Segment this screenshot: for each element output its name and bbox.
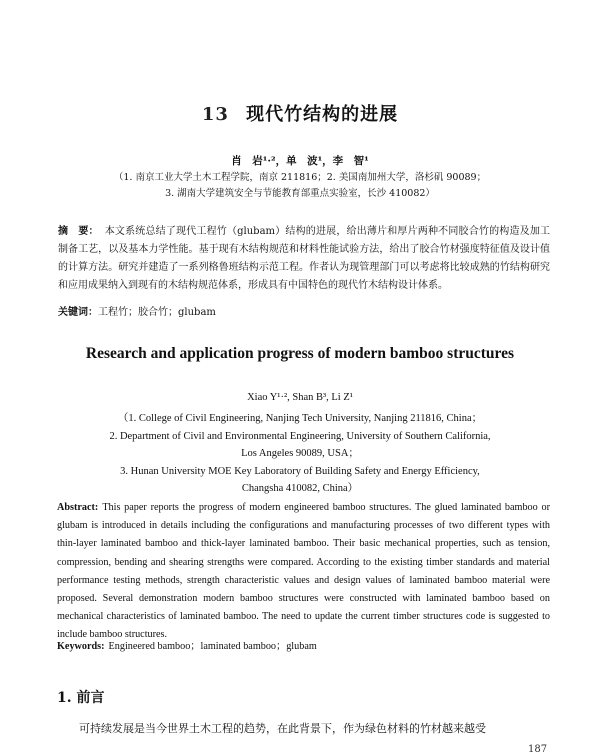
english-affiliations	[70, 410, 530, 498]
chinese-affiliation-line: 3. 湖南大学建筑安全与节能教育部重点实验室，长沙 410082）	[165, 188, 435, 199]
english-affiliation-line: 3. Hunan University MOE Key Laboratory of Building Safety and Energy Efficiency,	[120, 465, 480, 477]
english-authors: Xiao Y¹·², Shan B³, Li Z¹	[247, 392, 353, 403]
english-abstract	[57, 499, 550, 645]
english-abstract-text: This paper reports the progress of modern engineered bamboo structures. The glued laminated bamboo or glubam is introduced in details including the configurations and manufacturing processes of two different types with thin-layer laminated bamboo and thick-layer laminated bamboo. Their basic mechanical properties, such as tension, compression, bending and shearing strengths were compared. According to the existing timber standards and material performance testing methods, strength characteristic values and design values of laminated bamboo material were proposed. Several demonstration modern bamboo structures were constructed with laminated bamboo based on mechanical characteristics of laminated bamboo. The need to update the current timber structures code is suggested to include bamboo structures.	[57, 502, 550, 641]
chinese-keywords-text: 工程竹；胶合竹；glubam	[98, 307, 216, 318]
page-number: 187	[528, 744, 548, 755]
chinese-authors: 肖 岩¹·²，单 波¹，李 智¹	[231, 155, 369, 167]
chinese-keywords	[58, 303, 550, 318]
english-affiliation-line: Los Angeles 90089, USA；	[241, 448, 359, 459]
english-title: Research and application progress of modern bamboo structures	[85, 345, 515, 362]
chinese-affiliations	[60, 170, 540, 202]
english-keywords	[57, 637, 550, 652]
chinese-keywords-label: 关键词：	[58, 307, 98, 318]
english-keywords-label: Keywords:	[57, 641, 105, 652]
chinese-affiliation-line: （1. 南京工业大学土木工程学院，南京 211816；2. 美国南加州大学，洛杉矶 90089；	[113, 172, 487, 183]
english-keywords-text: Engineered bamboo；laminated bamboo；glubam	[108, 641, 317, 652]
section-heading: 1. 前言	[57, 690, 105, 706]
chinese-title-text: 现代竹结构的进展	[246, 104, 399, 125]
chinese-abstract-text: 本文系统总结了现代工程竹（glubam）结构的进展，给出薄片和厚片两种不同胶合竹的构造及加工制备工艺，以及基本力学性能。基于现有木结构规范和材料性能试验方法，给出了胶合竹材强度特征值及设计值的计算方法。研究并建造了一系列格鲁班结构示范工程。作者认为现管理部门可以考虑将比较成熟的竹结构研究和应用成果纳入到现有的木结构规范体系，形成具有中国特色的现代竹木结构设计体系。	[58, 226, 551, 291]
title-number: 13	[201, 104, 229, 125]
english-abstract-label: Abstract:	[57, 502, 99, 513]
english-affiliation-line: Changsha 410082, China）	[241, 483, 359, 494]
body-text: 可持续发展是当今世界土木工程的趋势，在此背景下，作为绿色材料的竹材越来越受	[79, 722, 486, 735]
chinese-title	[0, 100, 600, 126]
english-affiliation-line: （1. College of Civil Engineering, Nanjing Tech University, Nanjing 211816, China；	[117, 413, 483, 424]
english-affiliation-line: 2. Department of Civil and Environmental Engineering, University of Southern California,	[109, 430, 491, 442]
chinese-abstract-label: 摘 要：	[58, 226, 99, 237]
chinese-abstract	[58, 223, 550, 295]
